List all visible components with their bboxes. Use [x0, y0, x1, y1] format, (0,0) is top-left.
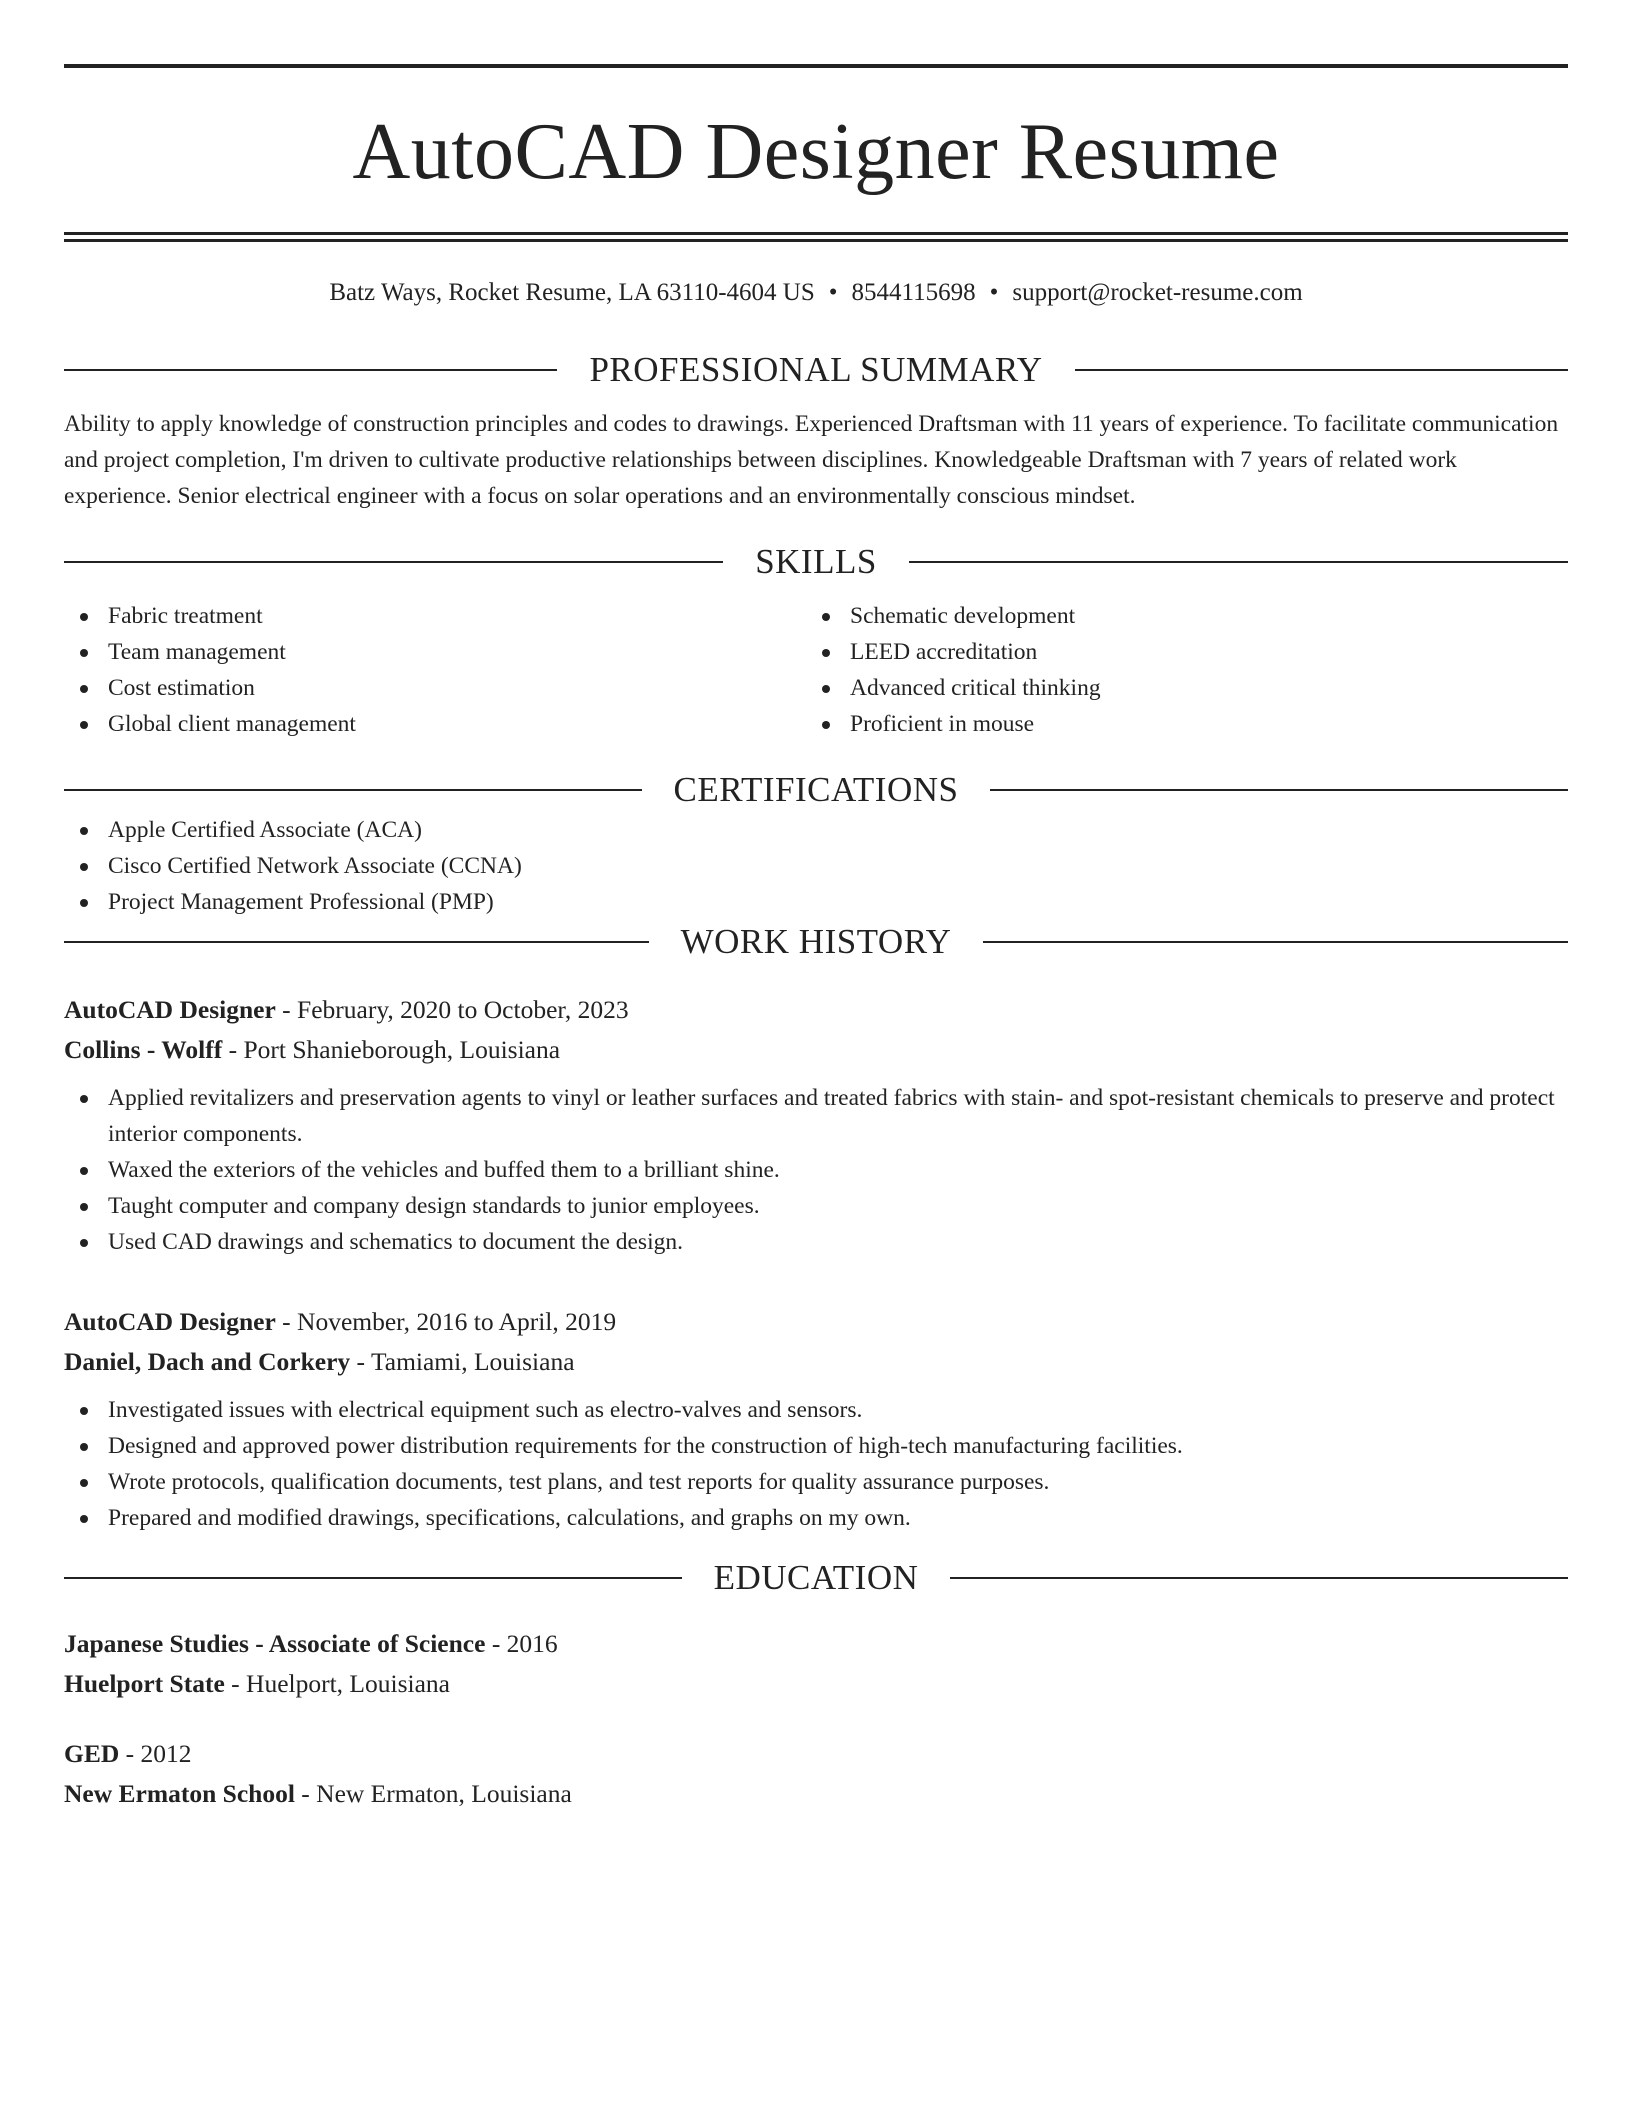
job-title: AutoCAD Designer [64, 995, 276, 1024]
section-header-summary [64, 348, 1568, 392]
skill-item: LEED accreditation [806, 634, 1548, 670]
education-entry [64, 1624, 1568, 1704]
contact-phone: 8544115698 [851, 279, 976, 306]
section-header-work [64, 920, 1568, 964]
job-bullet: Wrote protocols, qualification documents, test plans, and test reports for quality assurance purposes. [64, 1464, 1568, 1500]
resume-content [64, 64, 1568, 1814]
section-rule [64, 369, 557, 371]
skill-item: Fabric treatment [64, 598, 806, 634]
section-rule [950, 1577, 1568, 1579]
contact-separator: • [828, 279, 838, 306]
education-school: Huelport State [64, 1669, 225, 1698]
certification-item: Cisco Certified Network Associate (CCNA) [64, 848, 1568, 884]
section-title-certifications: CERTIFICATIONS [673, 770, 959, 809]
education-year: - 2012 [119, 1739, 192, 1768]
job-location: - Tamiami, Louisiana [350, 1347, 575, 1376]
job-bullet: Prepared and modified drawings, specifications, calculations, and graphs on my own. [64, 1500, 1568, 1536]
education-degree-line [64, 1624, 1568, 1664]
section-header-certifications [64, 768, 1568, 812]
education-location: - New Ermaton, Louisiana [294, 1779, 572, 1808]
summary-paragraph: Ability to apply knowledge of construction principles and codes to drawings. Experienced Draftsman with 11 years of experience. To facilitate communication and project completion, I'm driven to cultivate productive relationships between disciplines. Knowledgeable Draftsman with 7 years of related work experience. Senior electrical engineer with a focus on solar operations and an environmentally conscious mindset. [64, 411, 1559, 509]
section-rule [983, 941, 1568, 943]
section-title-skills: SKILLS [755, 542, 877, 581]
section-rule [1075, 369, 1568, 371]
contact-separator: • [989, 279, 999, 306]
section-rule [64, 1577, 682, 1579]
certification-item: Project Management Professional (PMP) [64, 884, 1568, 920]
job-dates: - February, 2020 to October, 2023 [275, 995, 629, 1024]
spacer [64, 1536, 1568, 1556]
job-company: Collins - Wolff [64, 1035, 223, 1064]
job-title-line [64, 990, 1568, 1030]
contact-address: Batz Ways, Rocket Resume, LA 63110-4604 US [329, 279, 815, 306]
job-bullet: Used CAD drawings and schematics to document the design. [64, 1224, 1568, 1260]
skill-item: Global client management [64, 706, 806, 742]
section-rule [990, 789, 1568, 791]
education-entry [64, 1734, 1568, 1814]
section-header-education [64, 1556, 1568, 1600]
skills-list [64, 598, 1568, 742]
job-title-line [64, 1302, 1568, 1342]
job-company-line [64, 1342, 1568, 1382]
job-bullet: Designed and approved power distribution requirements for the construction of high-tech manufacturing facilities. [64, 1428, 1568, 1464]
job-company: Daniel, Dach and Corkery [64, 1347, 351, 1376]
skill-item: Team management [64, 634, 806, 670]
job-bullets [64, 1392, 1568, 1536]
section-rule [64, 561, 723, 563]
title-double-rule [64, 232, 1568, 242]
education-location: - Huelport, Louisiana [224, 1669, 450, 1698]
resume-title: AutoCAD Designer Resume [352, 108, 1280, 196]
education-school-line [64, 1664, 1568, 1704]
job-bullets [64, 1080, 1568, 1260]
contact-email: support@rocket-resume.com [1012, 279, 1303, 306]
education-year: - 2016 [485, 1629, 558, 1658]
skill-item: Advanced critical thinking [806, 670, 1548, 706]
skill-item: Cost estimation [64, 670, 806, 706]
job-dates: - November, 2016 to April, 2019 [275, 1307, 617, 1336]
education-school: New Ermaton School [64, 1779, 295, 1808]
education-degree: GED [64, 1739, 120, 1768]
education-degree: Japanese Studies - Associate of Science [64, 1629, 486, 1658]
job-title: AutoCAD Designer [64, 1307, 276, 1336]
skill-item: Proficient in mouse [806, 706, 1548, 742]
job-entry [64, 1302, 1568, 1536]
education-degree-line [64, 1734, 1568, 1774]
job-bullet: Taught computer and company design standards to junior employees. [64, 1188, 1568, 1224]
skills-column-right [806, 598, 1548, 742]
job-entry [64, 990, 1568, 1260]
education-school-line [64, 1774, 1568, 1814]
skill-item: Schematic development [806, 598, 1548, 634]
section-rule [64, 941, 649, 943]
certifications-list [64, 812, 1568, 920]
certification-item: Apple Certified Associate (ACA) [64, 812, 1568, 848]
section-title-education: EDUCATION [713, 1558, 919, 1597]
section-title-work: WORK HISTORY [680, 922, 952, 961]
section-title-summary: PROFESSIONAL SUMMARY [589, 350, 1043, 389]
skills-column-left [64, 598, 806, 742]
job-bullet: Investigated issues with electrical equipment such as electro-valves and sensors. [64, 1392, 1568, 1428]
job-company-line [64, 1030, 1568, 1070]
section-header-skills [64, 540, 1568, 584]
section-rule [64, 789, 642, 791]
job-location: - Port Shanieborough, Louisiana [222, 1035, 561, 1064]
section-rule [909, 561, 1568, 563]
contact-line [64, 276, 1568, 310]
job-bullet: Waxed the exteriors of the vehicles and buffed them to a brilliant shine. [64, 1152, 1568, 1188]
job-bullet: Applied revitalizers and preservation agents to vinyl or leather surfaces and treated fabrics with stain- and spot-resistant chemicals to preserve and protect interior components. [64, 1080, 1568, 1152]
